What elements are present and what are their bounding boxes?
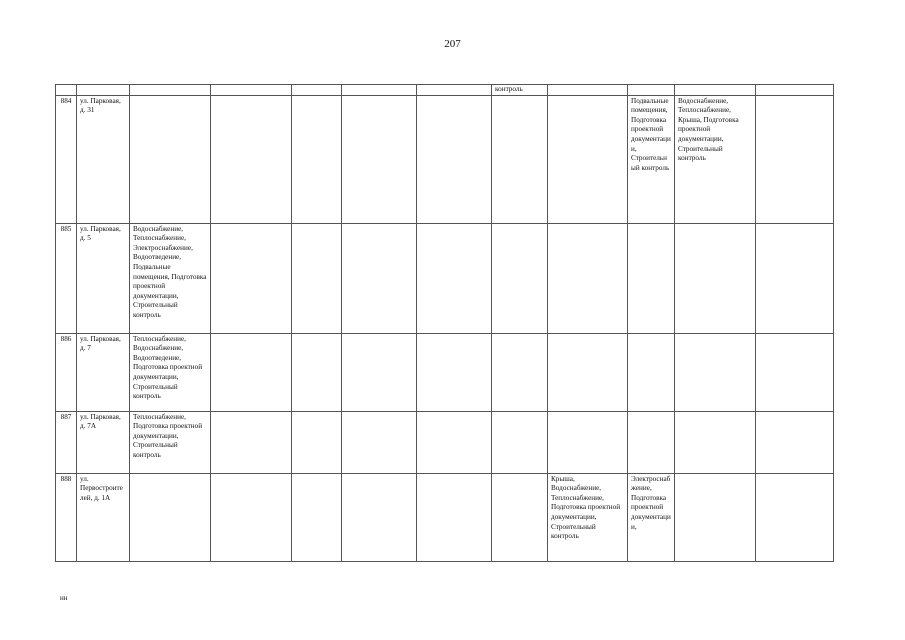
table-cell [675, 333, 756, 411]
table-cell [292, 85, 342, 96]
table-cell [675, 223, 756, 333]
table-row [56, 333, 834, 411]
table-cell [417, 473, 492, 561]
table-cell [756, 333, 834, 411]
row-number: 886 [56, 333, 77, 411]
table-cell [548, 411, 628, 473]
page-number: 207 [444, 38, 461, 50]
table-cell [292, 333, 342, 411]
table-cell [130, 85, 211, 96]
table-cell: Водоснабжение, Теплоснабжение, Крыша, Подготовка проектной документации, Строительный контроль [675, 95, 756, 223]
table-cell [756, 411, 834, 473]
table-cell: Теплоснабжение, Подготовка проектной документации, Строительный контроль [130, 411, 211, 473]
table-cell [628, 85, 675, 96]
row-number: 884 [56, 95, 77, 223]
table-cell [292, 95, 342, 223]
table-cell [756, 95, 834, 223]
table-cell [628, 223, 675, 333]
table-cell [628, 333, 675, 411]
table-cell [292, 411, 342, 473]
table-cell [492, 411, 548, 473]
table-row [56, 473, 834, 561]
table-cell [77, 85, 130, 96]
address-cell: ул. Парковая, д. 7А [77, 411, 130, 473]
footer-mark: нн [60, 594, 68, 602]
table-cell [417, 411, 492, 473]
table-cell [342, 95, 417, 223]
table-row [56, 411, 834, 473]
table-cell [548, 223, 628, 333]
table-cell [756, 473, 834, 561]
table-cell [342, 223, 417, 333]
table-cell: Водоснабжение, Теплоснабжение, Электроснабжение, Водоотведение, Подвальные помещения, Подготовка проектной документации, Строительный контроль [130, 223, 211, 333]
table-cell [211, 223, 292, 333]
table-cell [675, 85, 756, 96]
table-cell [492, 333, 548, 411]
table-cell [675, 473, 756, 561]
table-cell [628, 411, 675, 473]
table-cell: Электроснабжение, Подготовка проектной документации, [628, 473, 675, 561]
table-row [56, 223, 834, 333]
address-cell: ул. Первостроителей, д. 1А [77, 473, 130, 561]
table-cell [417, 95, 492, 223]
address-cell: ул. Парковая, д. 31 [77, 95, 130, 223]
row-number: 885 [56, 223, 77, 333]
table-cell [342, 333, 417, 411]
table-cell [292, 473, 342, 561]
table-cell [417, 333, 492, 411]
table-cell [756, 85, 834, 96]
table-cell [548, 95, 628, 223]
address-cell: ул. Парковая, д. 5 [77, 223, 130, 333]
table-cell [130, 473, 211, 561]
table-cell [211, 411, 292, 473]
table-cell [675, 411, 756, 473]
repair-schedule-table [55, 84, 834, 562]
table-cell [56, 85, 77, 96]
table-row [56, 85, 834, 96]
table-cell [548, 333, 628, 411]
table-cell [417, 85, 492, 96]
table-cell [492, 473, 548, 561]
table-row [56, 95, 834, 223]
table-cell: Крыша, Водоснабжение, Теплоснабжение, Подготовка проектной документации, Строительный контроль [548, 473, 628, 561]
table-cell [211, 333, 292, 411]
table-cell [548, 85, 628, 96]
table-cell [211, 85, 292, 96]
table-cell [417, 223, 492, 333]
table-cell [211, 473, 292, 561]
table-cell [342, 85, 417, 96]
table-cell: Подвальные помещения, Подготовка проектной документации, Строительный контроль [628, 95, 675, 223]
table-cell [492, 223, 548, 333]
row-number: 888 [56, 473, 77, 561]
table-cell [342, 473, 417, 561]
table-cell [492, 95, 548, 223]
row-number: 887 [56, 411, 77, 473]
table-cell [756, 223, 834, 333]
table-cell: Теплоснабжение, Водоснабжение, Водоотведение, Подготовка проектной документации, Строительный контроль [130, 333, 211, 411]
table-cell [211, 95, 292, 223]
table-cell [130, 95, 211, 223]
table-cell: контроль [492, 85, 548, 96]
address-cell: ул. Парковая, д. 7 [77, 333, 130, 411]
table-cell [292, 223, 342, 333]
table-cell [342, 411, 417, 473]
